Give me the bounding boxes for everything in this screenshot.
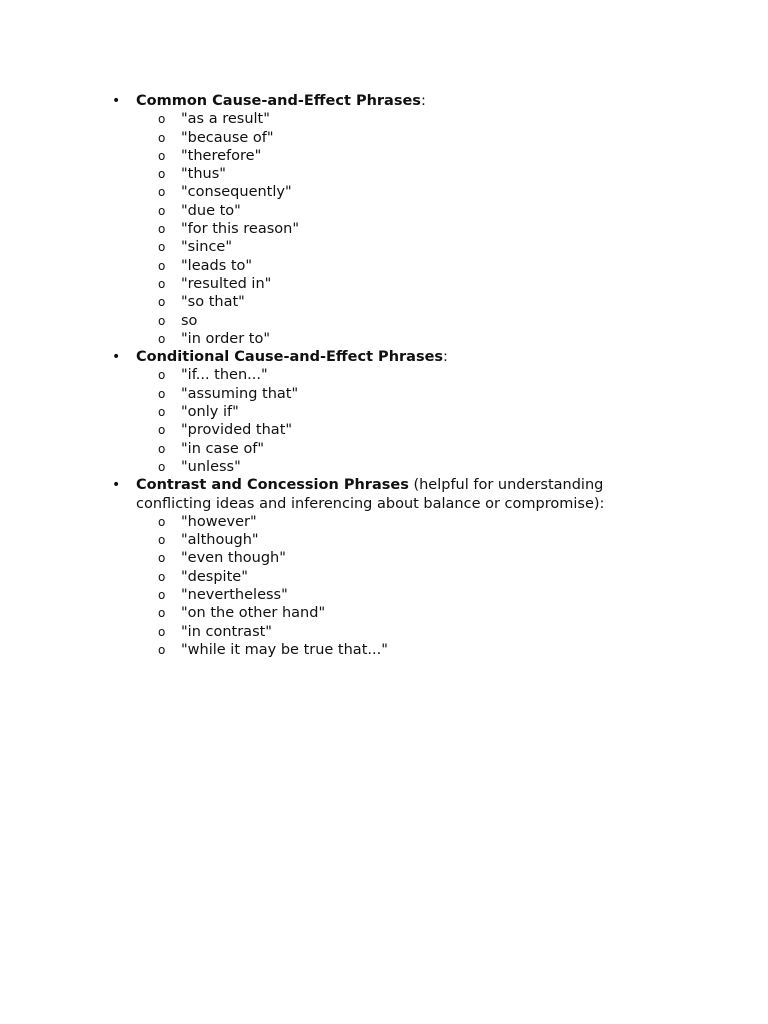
phrase-text: "nevertheless" xyxy=(181,587,288,604)
sub-bullet-icon: o xyxy=(158,368,166,383)
phrase-text: "if... then..." xyxy=(181,367,268,384)
phrase-text: "even though" xyxy=(181,550,286,567)
sub-bullet-icon: o xyxy=(158,569,166,584)
list-item xyxy=(136,110,652,128)
list-item xyxy=(136,440,652,458)
list-item xyxy=(136,421,652,439)
sub-bullet-icon: o xyxy=(158,441,166,456)
phrase-text: "provided that" xyxy=(181,422,293,439)
bullet-icon: • xyxy=(112,477,121,494)
sub-bullet-icon: o xyxy=(158,588,166,603)
sub-bullet-icon: o xyxy=(158,514,166,529)
phrase-text: "since" xyxy=(181,239,233,256)
list-item xyxy=(136,129,652,147)
list-item xyxy=(136,202,652,220)
section-common-cause-effect xyxy=(112,92,652,348)
sub-bullet-icon: o xyxy=(158,606,166,621)
list-item xyxy=(136,458,652,476)
phrase-text: "consequently" xyxy=(181,184,292,201)
list-item xyxy=(136,531,652,549)
sub-bullet-icon: o xyxy=(158,386,166,401)
sub-bullet-icon: o xyxy=(158,130,166,145)
phrase-text: "for this reason" xyxy=(181,221,300,238)
section-heading-tail: : xyxy=(443,349,448,366)
sub-bullet-icon: o xyxy=(158,148,166,163)
list-item xyxy=(136,165,652,183)
sub-bullet-icon: o xyxy=(158,222,166,237)
sub-bullet-icon: o xyxy=(158,276,166,291)
list-item xyxy=(136,385,652,403)
section-conditional-cause-effect xyxy=(112,348,652,476)
section-heading: Contrast and Concession Phrases xyxy=(136,477,409,494)
sub-bullet-icon: o xyxy=(158,423,166,438)
phrase-text: "while it may be true that..." xyxy=(181,641,388,658)
sub-bullet-icon: o xyxy=(158,642,166,657)
phrase-text: "although" xyxy=(181,532,259,549)
phrase-text: "however" xyxy=(181,513,257,530)
bullet-icon: • xyxy=(112,349,121,366)
list-item xyxy=(136,623,652,641)
phrase-text: so xyxy=(181,312,198,329)
phrase-list xyxy=(112,92,652,659)
sub-bullet-icon: o xyxy=(158,551,166,566)
list-item xyxy=(136,220,652,238)
phrase-text: "on the other hand" xyxy=(181,605,326,622)
phrase-text: "only if" xyxy=(181,404,239,421)
phrase-text: "therefore" xyxy=(181,147,262,164)
bullet-icon: • xyxy=(112,93,121,109)
sub-bullet-icon: o xyxy=(158,258,166,273)
phrase-text: "due to" xyxy=(181,202,241,219)
phrase-text: "assuming that" xyxy=(181,385,299,402)
list-item xyxy=(136,330,652,348)
sub-bullet-icon: o xyxy=(158,313,166,328)
sub-bullet-icon: o xyxy=(158,624,166,639)
phrase-sublist xyxy=(136,366,652,476)
list-item xyxy=(136,366,652,384)
list-item xyxy=(136,513,652,531)
section-heading: Common Cause-and-Effect Phrases xyxy=(136,93,421,109)
list-item xyxy=(136,312,652,330)
section-heading-tail: (helpful for understanding conflicting ideas and inferencing about balance or compromise): xyxy=(136,477,605,512)
phrase-text: "despite" xyxy=(181,568,248,585)
phrase-text: "in case of" xyxy=(181,440,265,457)
list-item xyxy=(136,641,652,659)
list-item xyxy=(136,275,652,293)
phrase-text: "in order to" xyxy=(181,330,270,347)
phrase-text: "unless" xyxy=(181,458,241,475)
sub-bullet-icon: o xyxy=(158,459,166,474)
sub-bullet-icon: o xyxy=(158,533,166,548)
sub-bullet-icon: o xyxy=(158,185,166,200)
phrase-sublist xyxy=(136,110,652,348)
sub-bullet-icon: o xyxy=(158,331,166,346)
list-item xyxy=(136,403,652,421)
list-item xyxy=(136,293,652,311)
sub-bullet-icon: o xyxy=(158,295,166,310)
sub-bullet-icon: o xyxy=(158,167,166,182)
list-item xyxy=(136,604,652,622)
list-item xyxy=(136,238,652,256)
phrase-text: "because of" xyxy=(181,129,274,146)
phrase-text: "in contrast" xyxy=(181,623,272,640)
list-item xyxy=(136,549,652,567)
sub-bullet-icon: o xyxy=(158,240,166,255)
phrase-text: "thus" xyxy=(181,166,226,183)
list-item xyxy=(136,147,652,165)
sub-bullet-icon: o xyxy=(158,405,166,420)
list-item xyxy=(136,183,652,201)
section-contrast-concession xyxy=(112,476,652,659)
phrase-text: "leads to" xyxy=(181,257,253,274)
sub-bullet-icon: o xyxy=(158,203,166,218)
sub-bullet-icon: o xyxy=(158,112,166,127)
phrase-text: "resulted in" xyxy=(181,275,272,292)
phrase-text: "so that" xyxy=(181,294,245,311)
section-heading-tail: : xyxy=(420,93,426,109)
phrase-sublist xyxy=(136,513,652,659)
list-item xyxy=(136,568,652,586)
phrase-text: "as a result" xyxy=(181,111,270,128)
list-item xyxy=(136,586,652,604)
list-item xyxy=(136,257,652,275)
section-heading: Conditional Cause-and-Effect Phrases xyxy=(136,349,444,366)
